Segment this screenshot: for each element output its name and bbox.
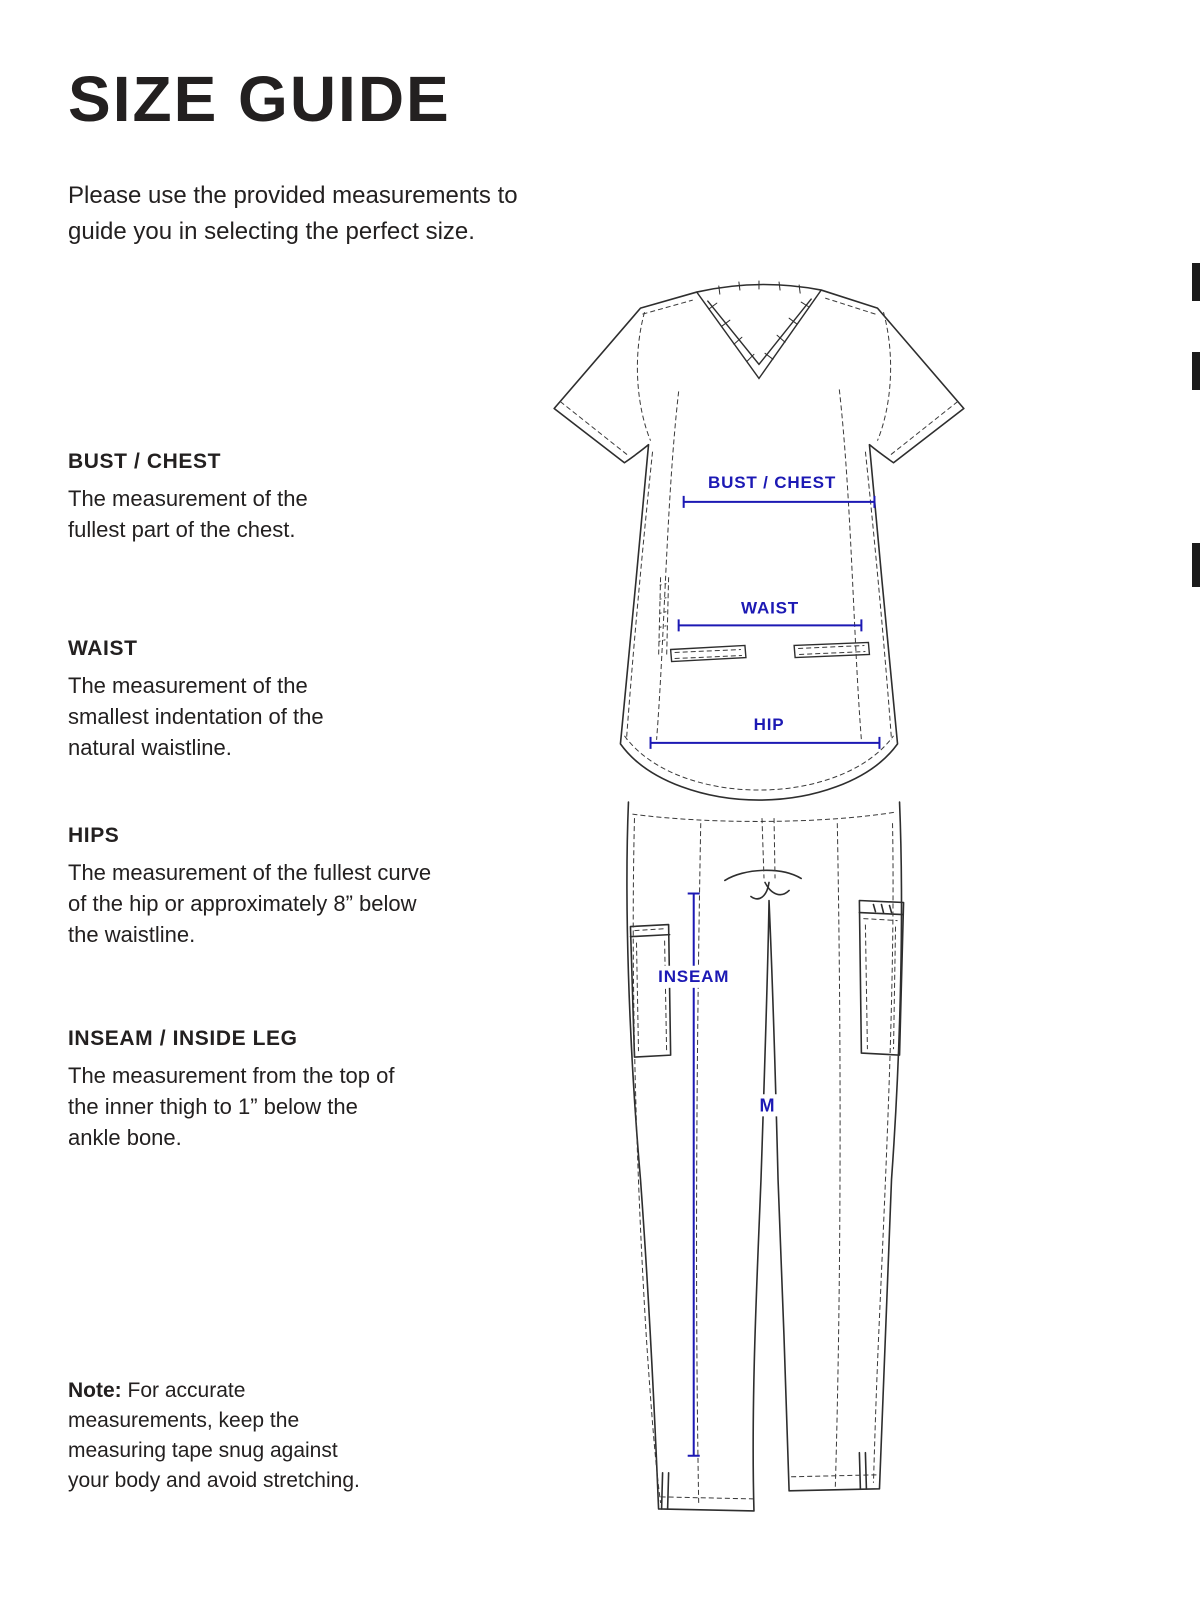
right-edge-artifact bbox=[1192, 543, 1200, 587]
section-body-inseam: The measurement from the top of the inner thigh to 1” below the ankle bone. bbox=[68, 1063, 395, 1150]
pants-outline bbox=[627, 802, 902, 1511]
intro-text: Please use the provided measurements to guide you in selecting the perfect size. bbox=[68, 182, 518, 245]
right-edge-artifact bbox=[1192, 263, 1200, 301]
section-hips bbox=[68, 824, 443, 950]
section-body-waist: The measurement of the smallest indentation of the natural waistline. bbox=[68, 673, 324, 760]
hip-measurement-label: HIP bbox=[753, 714, 785, 734]
section-heading-hips: HIPS bbox=[68, 824, 120, 847]
hem-slit-left bbox=[662, 1473, 669, 1509]
scrub-pants-illustration bbox=[627, 802, 904, 1511]
inseam-measurement-label: INSEAM bbox=[658, 966, 730, 986]
scrubs-diagram bbox=[528, 276, 1000, 1526]
section-heading-waist: WAIST bbox=[68, 637, 138, 660]
section-body-hips: The measurement of the fullest curve of the hip or approximately 8” below the waistline. bbox=[68, 860, 432, 947]
right-edge-artifact bbox=[1192, 352, 1200, 390]
page-title: SIZE GUIDE bbox=[68, 63, 451, 135]
drawstring bbox=[725, 870, 801, 880]
note-label: Note: bbox=[68, 1379, 122, 1402]
size-label: M bbox=[759, 1095, 775, 1116]
section-inseam bbox=[68, 1027, 398, 1153]
note-text bbox=[68, 1376, 376, 1496]
hem-slit-right bbox=[859, 1453, 866, 1489]
waist-measurement-label: WAIST bbox=[741, 598, 800, 618]
note-body: For accurate measurements, keep the measuring tape snug against your body and avoid stretching. bbox=[68, 1379, 360, 1492]
cargo-pocket-right bbox=[859, 900, 903, 1055]
size-diagram-svg bbox=[528, 276, 1000, 1526]
section-heading-inseam: INSEAM / INSIDE LEG bbox=[68, 1027, 298, 1050]
section-body-bust: The measurement of the fullest part of the chest. bbox=[68, 486, 308, 542]
bust-measurement-label: BUST / CHEST bbox=[708, 472, 837, 492]
section-bust-chest bbox=[68, 450, 363, 545]
section-waist bbox=[68, 637, 373, 763]
section-heading-bust: BUST / CHEST bbox=[68, 450, 222, 473]
